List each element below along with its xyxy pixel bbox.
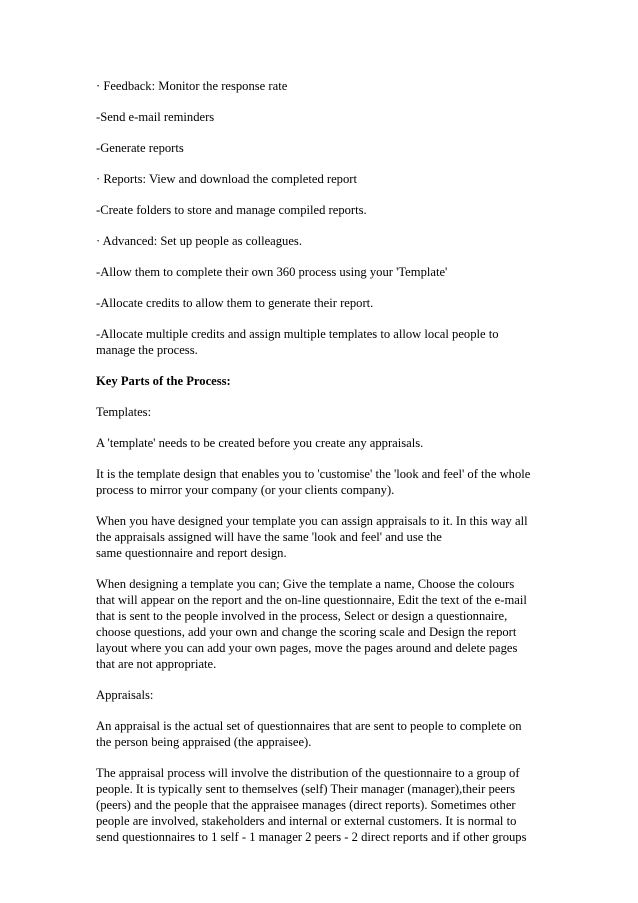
bullet-advanced: · Advanced: Set up people as colleagues. xyxy=(96,234,302,248)
item-allocate-multiple-credits: -Allocate multiple credits and assign multiple templates to allow local people to manage the process. xyxy=(96,327,499,357)
paragraph-assign-appraisals: When you have designed your template you can assign appraisals to it. In this way all the appraisals assigned will have the same 'look and feel' and use the same questionnaire and report design. xyxy=(96,514,528,560)
paragraph-designing-template: When designing a template you can; Give the template a name, Choose the colours that will appear on the report and the on-line questionnaire, Edit the text of the e-mail that is sent to the people involved in the process, Select or design a questionnaire, choose questions, add your own and change the scoring scale and Design the report layout where you can add your own pages, move the pages around and delete pages that are not appropriate. xyxy=(96,577,527,671)
item-allow-360-process: -Allow them to complete their own 360 process using your 'Template' xyxy=(96,265,448,279)
section-heading-key-parts: Key Parts of the Process: xyxy=(96,374,231,388)
document-body xyxy=(96,78,556,860)
paragraph-template-intro: A 'template' needs to be created before you create any appraisals. xyxy=(96,436,424,450)
item-create-folders: -Create folders to store and manage compiled reports. xyxy=(96,203,367,217)
item-generate-reports: -Generate reports xyxy=(96,141,184,155)
item-send-email-reminders: -Send e-mail reminders xyxy=(96,110,215,124)
paragraph-appraisal-definition: An appraisal is the actual set of questionnaires that are sent to people to complete on the person being appraised (the appraisee). xyxy=(96,719,522,749)
subheading-appraisals: Appraisals: xyxy=(96,688,154,702)
bullet-reports: · Reports: View and download the completed report xyxy=(96,172,357,186)
subheading-templates: Templates: xyxy=(96,405,152,419)
paragraph-appraisal-process: The appraisal process will involve the distribution of the questionnaire to a group of people. It is typically sent to themselves (self) Their manager (manager),their peers (peers) and the people that the appraisee manages (direct reports). Sometimes other people are involved, stakeholders and internal or external customers. It is normal to send questionnaires to 1 self - 1 manager 2 peers - 2 direct reports and if other groups xyxy=(96,766,527,844)
paragraph-template-design: It is the template design that enables you to 'customise' the 'look and feel' of the whole process to mirror your company (or your clients company). xyxy=(96,467,531,497)
item-allocate-credits: -Allocate credits to allow them to generate their report. xyxy=(96,296,374,310)
bullet-feedback: · Feedback: Monitor the response rate xyxy=(96,79,288,93)
